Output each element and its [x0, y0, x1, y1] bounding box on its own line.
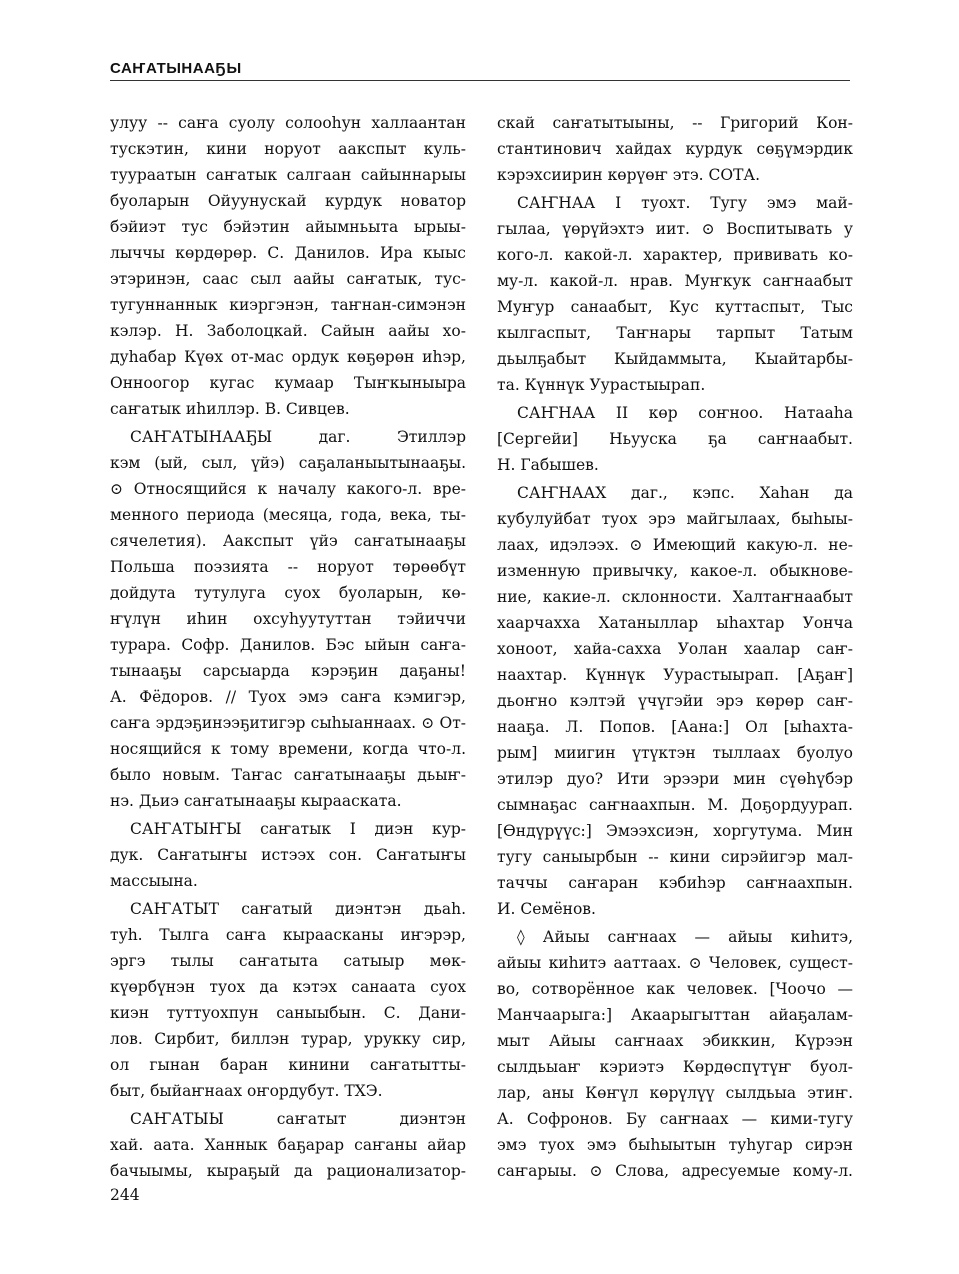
text-line: дьылҕабыт Кыйдаммыта, Кыайтарбы- — [497, 350, 853, 368]
text-line: скай саҥатытыыны, -- Григорий Кон- — [497, 114, 853, 132]
text-line: нааҕа. Л. Попов. [Аана:] Ол [ыhахта- — [497, 718, 853, 736]
text-line: во, сотворённое как человек. [Чоочо — — [497, 980, 853, 998]
text-line: кэрэхсиирин көрүөҥ этэ. СОТА. — [497, 166, 761, 184]
text-line: буоларын Ойуунускай курдук новатор — [110, 192, 466, 210]
text-line: изменную привычку, какое-л. обыкнове- — [497, 562, 853, 580]
text-line: ⊙ Относящийся к началу какого-л. вре- — [110, 480, 466, 498]
text-line: стантинович хайдах курдук сөҕүмэрдик — [497, 140, 853, 158]
text-line: ҥүлүн иһин охсуһуутуттан тэйиччи — [110, 610, 466, 628]
text-line: массыына. — [110, 872, 198, 890]
text-line: кубулуйбат туох эрэ майгылаах, быһыы- — [497, 510, 853, 528]
text-line: хай. аата. Ханнык баҕарар саҥаны айар — [110, 1136, 466, 1154]
text-line: САҤАТЫНААҔЫ даг. Этиллэр — [130, 428, 466, 446]
text-line: САҤАТЫЫ саҥатыт диэнтэн — [130, 1110, 466, 1128]
text-line: ол гынан баран кинини саҥатытты- — [110, 1056, 466, 1074]
text-line: Манчаарыга:] Акаарыгыттан айаҕалам- — [497, 1006, 853, 1024]
header-title: САҤАТЫНААҔЫ — [110, 60, 242, 77]
running-header — [110, 58, 850, 81]
text-line: гылаа, үөрүйэхтэ иит. ⊙ Воспитывать у — [497, 220, 853, 238]
text-line: САҤАТЫҤЫ саҥатык I диэн кур- — [130, 820, 466, 838]
text-line: саҥарыы. ⊙ Слова, адресуемые кому-л. — [497, 1162, 853, 1180]
text-line: саҥа эрдэҕинээҕитигэр сыһыаннаах. ⊙ От- — [110, 714, 466, 732]
text-line: ◊ Айыы саҥнаах — айыы киһитэ, — [517, 928, 853, 946]
text-line: кэм (ый, сыл, үйэ) саҕаланыытынааҕы. — [110, 454, 466, 472]
text-line: хоноот, хайа-сахха Уолан хаалар саҥ- — [497, 640, 853, 658]
text-line: рым] миигин үтүктэн тыллаах буолуо — [497, 744, 853, 762]
text-line: киэн туттуохпун саныыбын. С. Дани- — [110, 1004, 466, 1022]
text-line: [Өндүрүүс:] Эмээхсиэн, хоргутума. Мин — [497, 822, 853, 840]
text-line: хаарчахха Хатаныллар ыhахтар Уонча — [497, 614, 853, 632]
text-line: быт, быйаҥнаах оҥордубут. ТХЭ. — [110, 1082, 383, 1100]
text-line: кылгаспыт, Таҥнары тарпыт Татым — [497, 324, 853, 342]
text-line: сылдьыаҥ кэриэтэ Көрдөспүтүҥ буол- — [497, 1058, 853, 1076]
text-line: дьоҥно кэлтэй үчүгэйи эрэ көрөр саҥ- — [497, 692, 853, 710]
text-line: САҤНАА II көр соҥноо. Натааһа — [517, 404, 853, 422]
text-line: улуу -- саҥа суолу солооһун халлаантан — [110, 114, 466, 132]
text-line: наахтар. Күннүк Уурастыырап. [Аҕаҥ] — [497, 666, 853, 684]
text-line: дук. Саҥатыҥы истээх сон. Саҥатыҥы — [110, 846, 466, 864]
text-line: лаах, идэлээх. ⊙ Имеющий какую-л. не- — [497, 536, 853, 554]
text-line: кэлэр. Н. Заболоцкай. Сайын аайы хо- — [110, 322, 466, 340]
text-line: Н. Габышев. — [497, 456, 599, 474]
text-line: носящийся к тому времени, когда что-л. — [110, 740, 466, 758]
text-line: му-л. какой-л. нрав. Муҥкук саҥнаабыт — [497, 272, 853, 290]
text-line: туһ. Тылга саҥа кыраасканы иҥэрэр, — [110, 926, 466, 944]
text-line: Муҥур санаабыт, Кус куттаспыт, Тыс — [497, 298, 853, 316]
text-line: дуһабар Күөх от-мас ордук көҕөрөн иһэр, — [110, 348, 466, 366]
page-number: 244 — [110, 1186, 140, 1204]
text-line: кого-л. какой-л. характер, прививать ко- — [497, 246, 853, 264]
text-line: эргэ тылы саҥатыта сатыыр мөк- — [110, 952, 466, 970]
text-line: таччы саҥаран кэбиһэр саҥнаахпын. — [497, 874, 853, 892]
text-line: дойдута тутулуга суох буоларын, кө- — [110, 584, 466, 602]
text-line: лыччы көрдөрөр. С. Данилов. Ира кыыс — [110, 244, 466, 262]
text-line: этэринэн, саас сыл аайы саҥатык, тус- — [110, 270, 466, 288]
text-line: күөрбүнэн туох да кэтэх санаата суох — [110, 978, 466, 996]
text-line: САҤАТЫТ саҥатый диэнтэн дьаһ. — [130, 900, 466, 918]
text-line: тугу саныырбын -- кини сирэйигэр мал- — [497, 848, 853, 866]
text-line: бачыымы, кыраҕый да рационализатор- — [110, 1162, 466, 1180]
text-line: эмэ туох эмэ быһыытын туһугар сирэн — [497, 1136, 853, 1154]
left-column — [110, 110, 466, 1184]
text-line: та. Күннүк Уурастыырап. — [497, 376, 706, 394]
text-line: саҥатык иһиллэр. В. Сивцев. — [110, 400, 350, 418]
text-line: Польша поэзията -- норуот төрөөбүт — [110, 558, 466, 576]
text-line: нэ. Дьиэ саҥатынааҕы кырааската. — [110, 792, 402, 810]
text-line: САҤНААХ даг., кэпс. Хаһан да — [517, 484, 853, 502]
text-line: бэйиэт тус бэйэтин айымньыта ырыы- — [110, 218, 466, 236]
text-line: сячелетия). Аакспыт үйэ саҥатынааҕы — [110, 532, 466, 550]
text-line: сымнаҕас саҥнаахпын. М. Доҕордуурап. — [497, 796, 853, 814]
right-column — [497, 110, 853, 1184]
text-line: [Сергейи] Ньууска ҕа саҥнаабыт. — [497, 430, 853, 448]
text-line: менного периода (месяца, года, века, ты- — [110, 506, 466, 524]
text-line: лар, аны Көҥүл көрүлүү сылдьыа этиҥ. — [497, 1084, 853, 1102]
text-line: ние, какие-л. склонности. Халтаҥнаабыт — [497, 588, 853, 606]
text-line: турара. Софр. Данилов. Бэс ыйын саҥа- — [110, 636, 466, 654]
text-line: этилэр дуо? Ити эрээри мин сүөһүбэр — [497, 770, 853, 788]
text-line: И. Семёнов. — [497, 900, 596, 918]
text-line: тынааҕы сарсыарда кэрэҕин даҕаны! — [110, 662, 466, 680]
text-line: туураатын саҥатык салгаан сайыннарыы — [110, 166, 466, 184]
text-line: А. Фёдоров. // Туох эмэ саҥа кэмигэр, — [110, 688, 466, 706]
text-line: мыт Айыы саҥнаах эбиккин, Күрээн — [497, 1032, 853, 1050]
text-line: тугуннаннык киэргэнэн, таҥнан-симэнэн — [110, 296, 466, 314]
text-line: А. Софронов. Бу саҥнаах — кими-тугу — [497, 1110, 853, 1128]
text-line: Онноогор кугас кумаар Тыҥкыныыра — [110, 374, 466, 392]
text-line: айыы киһитэ ааттаах. ⊙ Человек, сущест- — [497, 954, 853, 972]
text-line: тускэтин, кини норуот аакспыт куль- — [110, 140, 466, 158]
text-line: было новым. Таҥас саҥатынааҕы дьыҥ- — [110, 766, 466, 784]
text-line: САҤНАА I туохт. Тугу эмэ май- — [517, 194, 853, 212]
text-line: лов. Сирбит, биллэн турар, урукку сир, — [110, 1030, 466, 1048]
